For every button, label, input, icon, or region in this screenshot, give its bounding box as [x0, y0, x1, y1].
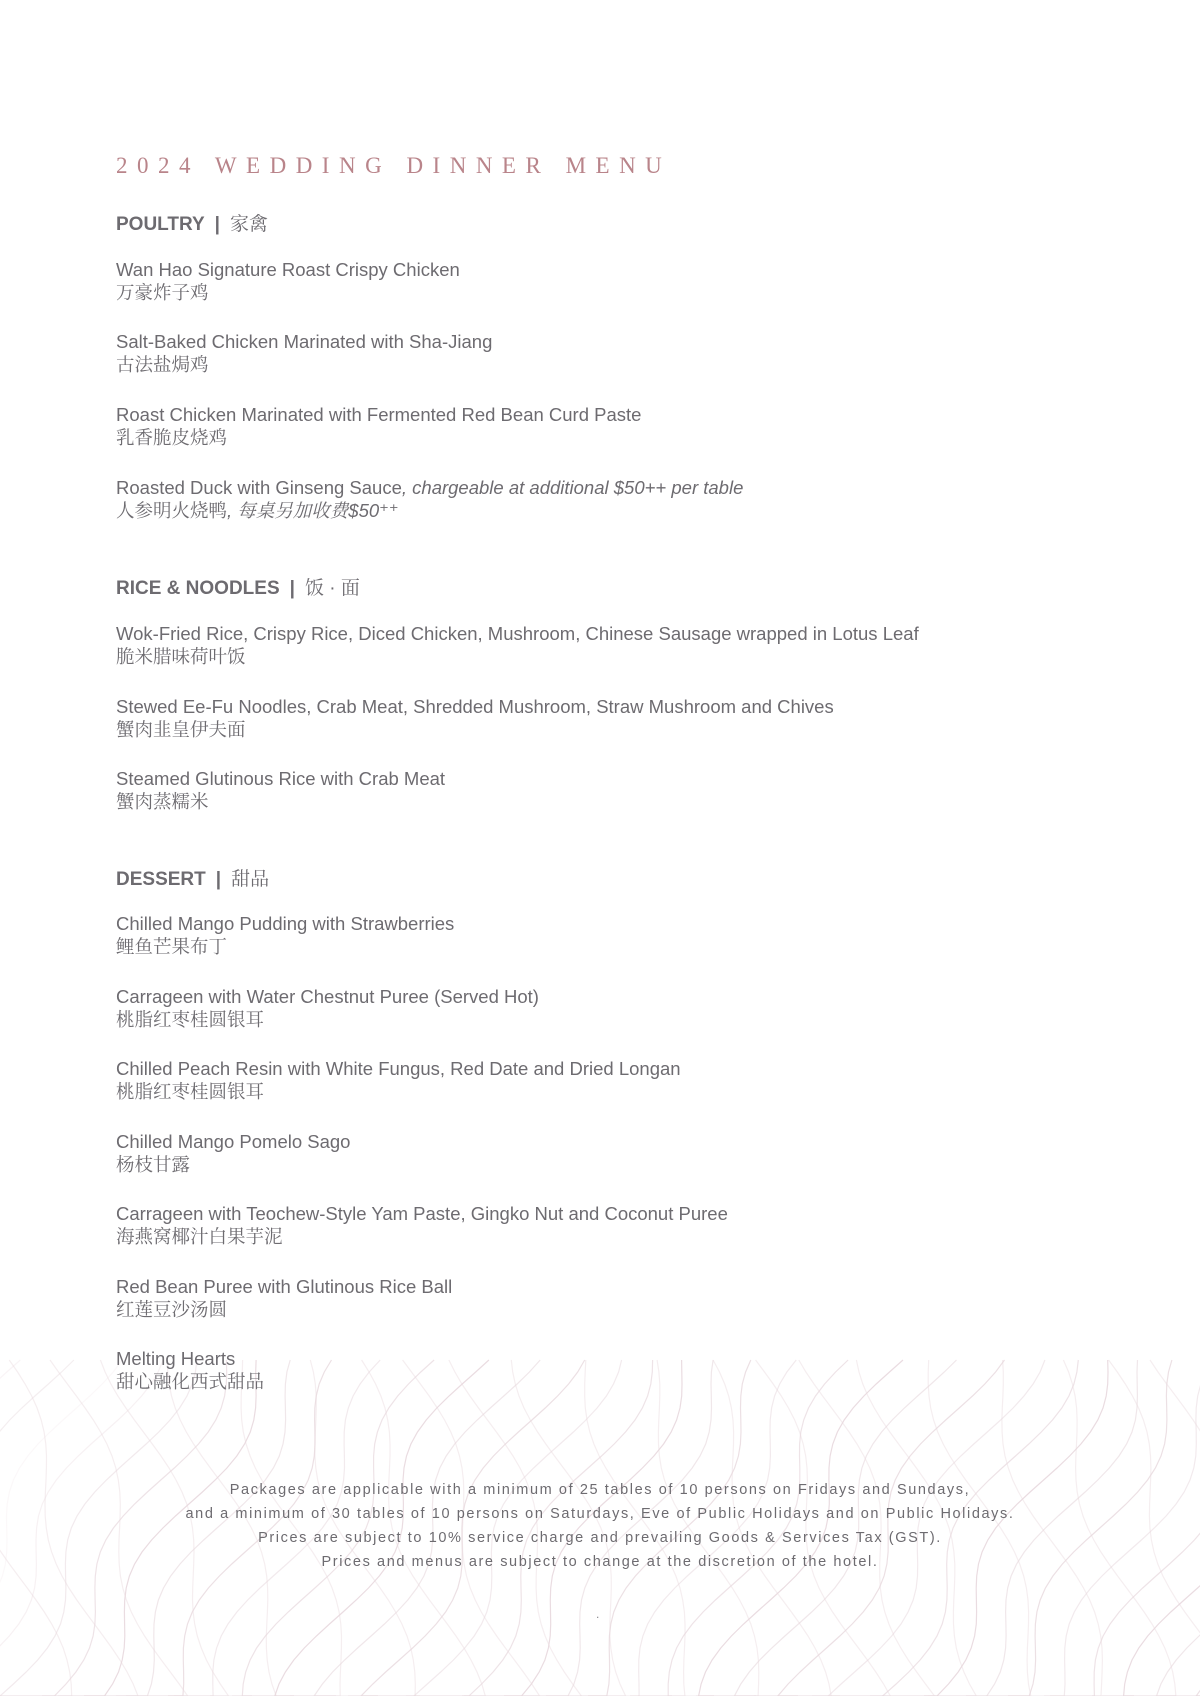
section-heading-poultry [116, 209, 268, 236]
menu-item-en: Chilled Mango Pudding with Strawberries [116, 913, 455, 934]
section-heading-zh: 饭 · 面 [304, 578, 360, 599]
menu-item-zh: 古法盐焗鸡 [116, 354, 209, 375]
menu-item-zh: 桃脂红枣桂圆银耳 [116, 1009, 265, 1030]
menu-item [116, 1057, 681, 1104]
section-heading-rice-noodles [116, 573, 360, 600]
menu-item [116, 476, 743, 523]
footer-note-line: Prices and menus are subject to change at the discretion of the hotel. [321, 1554, 879, 1570]
menu-item [116, 912, 454, 959]
section-heading-zh: 家禽 [230, 214, 269, 235]
menu-item-en: Red Bean Puree with Glutinous Rice Ball [116, 1276, 453, 1297]
menu-item-en: Wok-Fried Rice, Crispy Rice, Diced Chicken, Mushroom, Chinese Sausage wrapped in Lotus Leaf [116, 623, 919, 644]
menu-item [116, 695, 834, 742]
menu-item [116, 330, 492, 377]
footer-notes [0, 1478, 1200, 1574]
menu-item-zh: 人参明火烧鸭 [116, 500, 228, 521]
menu-item [116, 403, 641, 450]
menu-item [116, 1347, 264, 1394]
menu-item-en: Stewed Ee-Fu Noodles, Crab Meat, Shredded Mushroom, Straw Mushroom and Chives [116, 696, 834, 717]
menu-item-en: Salt-Baked Chicken Marinated with Sha-Jiang [116, 331, 493, 352]
menu-item [116, 1275, 452, 1322]
menu-item-en: Melting Hearts [116, 1348, 236, 1369]
footer-note-line: Prices are subject to 10% service charge and prevailing Goods & Services Tax (GST). [258, 1530, 942, 1546]
section-heading-en: DESSERT [116, 869, 206, 890]
menu-item-zh: 红莲豆沙汤圆 [116, 1299, 228, 1320]
section-separator: | [289, 578, 295, 599]
menu-item [116, 1130, 350, 1177]
menu-item-zh: 桃脂红枣桂圆银耳 [116, 1081, 265, 1102]
menu-item-zh: 杨枝甘露 [116, 1154, 191, 1175]
menu-item-zh: 甜心融化西式甜品 [116, 1371, 265, 1392]
menu-item-en: Roasted Duck with Ginseng Sauce [116, 477, 402, 498]
menu-item-zh: 鲤鱼芒果布丁 [116, 936, 228, 957]
menu-item [116, 258, 460, 305]
menu-item-en: Chilled Mango Pomelo Sago [116, 1131, 351, 1152]
footer-note-line: Packages are applicable with a minimum of 25 tables of 10 persons on Fridays and Sundays, [229, 1482, 971, 1498]
menu-item-zh-note: , 每桌另加收费$50⁺⁺ [227, 500, 399, 521]
menu-item-zh: 乳香脆皮烧鸡 [116, 427, 228, 448]
menu-item-zh: 万豪炸子鸡 [116, 282, 209, 303]
section-heading-dessert [116, 864, 269, 891]
menu-item-en: Chilled Peach Resin with White Fungus, Red Date and Dried Longan [116, 1058, 681, 1079]
menu-item-en: Roast Chicken Marinated with Fermented Red Bean Curd Paste [116, 404, 642, 425]
section-heading-en: POULTRY [116, 214, 205, 235]
menu-item-en: Carrageen with Water Chestnut Puree (Served Hot) [116, 986, 539, 1007]
page-title: 2024 WEDDING DINNER MENU [116, 153, 672, 178]
menu-item-en: Wan Hao Signature Roast Crispy Chicken [116, 259, 460, 280]
menu-item-en: Steamed Glutinous Rice with Crab Meat [116, 768, 446, 789]
menu-item [116, 622, 919, 669]
menu-item [116, 1202, 728, 1249]
menu-item-zh: 蟹肉蒸糯米 [116, 791, 209, 812]
menu-item [116, 985, 539, 1032]
menu-item-zh: 脆米腊味荷叶饭 [116, 646, 246, 667]
menu-item-en-note: , chargeable at additional $50++ per table [401, 477, 744, 498]
section-heading-en: RICE & NOODLES [116, 578, 280, 599]
menu-item-en: Carrageen with Teochew-Style Yam Paste, Gingko Nut and Coconut Puree [116, 1203, 728, 1224]
section-separator: | [214, 214, 220, 235]
menu-item-zh: 海燕窝椰汁白果芋泥 [116, 1226, 283, 1247]
footer-dot: . [596, 1607, 600, 1621]
menu-item [116, 767, 445, 814]
section-separator: | [215, 869, 222, 890]
section-heading-zh: 甜品 [231, 869, 270, 890]
menu-item-zh: 蟹肉韭皇伊夫面 [116, 719, 246, 740]
footer-note-line: and a minimum of 30 tables of 10 persons on Saturdays, Eve of Public Holidays and on Public Holidays. [185, 1506, 1015, 1522]
